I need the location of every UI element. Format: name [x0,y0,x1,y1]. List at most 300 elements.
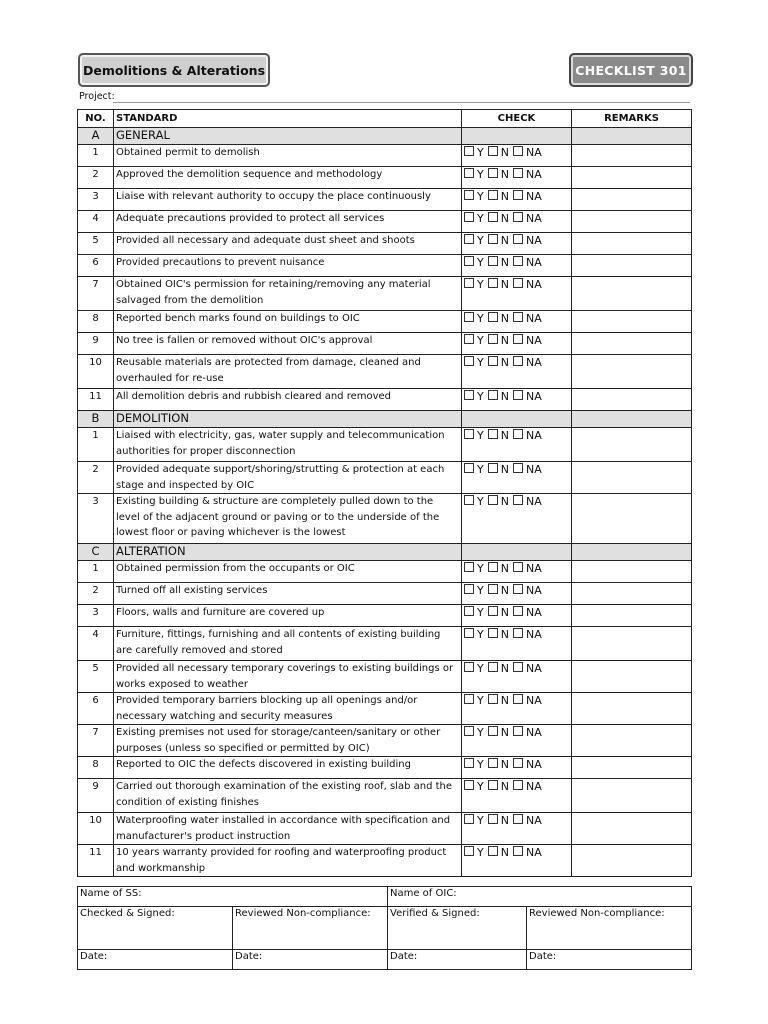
option-label-yes: Y [477,146,484,159]
checkbox-no[interactable] [488,356,498,366]
checklist-item-row [78,813,692,845]
checklist-item-row [78,389,692,411]
item-number: 2 [78,462,114,494]
option-label-no: N [500,390,509,403]
checkbox-na[interactable] [513,429,523,439]
option-label-na: NA [525,278,542,291]
checklist-item-row [78,494,692,544]
item-standard-text: Provided all necessary temporary coverings to existing buildings or works exposed to weather [114,661,462,693]
item-remarks-cell[interactable] [572,779,692,813]
item-number: 1 [78,561,114,583]
date-field-4[interactable] [527,950,692,970]
item-check-options [462,277,572,311]
checkbox-na[interactable] [513,606,523,616]
checkbox-no[interactable] [488,256,498,266]
item-remarks-cell[interactable] [572,255,692,277]
option-label-yes: Y [477,168,484,181]
option-label-no: N [500,726,509,739]
checkbox-yes[interactable] [464,312,474,322]
section-title: ALTERATION [114,544,462,561]
option-label-no: N [500,312,509,325]
checklist-item-row [78,145,692,167]
checked-signed-field[interactable] [78,907,233,950]
item-remarks-cell[interactable] [572,211,692,233]
item-remarks-cell[interactable] [572,311,692,333]
item-standard-text: Carried out thorough examination of the existing roof, slab and the condition of existing finishes [114,779,462,813]
option-label-na: NA [525,814,542,827]
option-label-na: NA [525,356,542,369]
option-label-yes: Y [477,278,484,291]
reviewed-noncompliance-field-2[interactable] [527,907,692,950]
item-check-options [462,189,572,211]
checklist-table [77,109,692,877]
checkbox-yes[interactable] [464,390,474,400]
item-check-options [462,145,572,167]
option-label-no: N [500,278,509,291]
item-remarks-cell[interactable] [572,333,692,355]
checkbox-yes[interactable] [464,146,474,156]
section-header-row [78,544,692,561]
option-label-yes: Y [477,606,484,619]
option-label-no: N [500,146,509,159]
checkbox-yes[interactable] [464,278,474,288]
checkbox-no[interactable] [488,562,498,572]
section-letter: C [78,544,114,561]
checkbox-na[interactable] [513,212,523,222]
verified-signed-field[interactable] [388,907,527,950]
item-remarks-cell[interactable] [572,845,692,877]
reviewed-noncompliance-label-2: Reviewed Non-compliance: [529,908,665,919]
option-label-no: N [500,662,509,675]
checklist-item-row [78,311,692,333]
option-label-no: N [500,234,509,247]
item-standard-text: Adequate precautions provided to protect all services [114,211,462,233]
option-label-na: NA [525,146,542,159]
item-standard-text: Turned off all existing services [114,583,462,605]
checkbox-yes[interactable] [464,212,474,222]
checkbox-yes[interactable] [464,662,474,672]
checkbox-yes[interactable] [464,463,474,473]
checkbox-no[interactable] [488,846,498,856]
option-label-na: NA [525,628,542,641]
item-standard-text: Obtained OIC's permission for retaining/removing any material salvaged from the demolition [114,277,462,311]
checkbox-yes[interactable] [464,356,474,366]
option-label-no: N [500,495,509,508]
item-standard-text: Reusable materials are protected from damage, cleaned and overhauled for re-use [114,355,462,389]
checkbox-na[interactable] [513,814,523,824]
checkbox-na[interactable] [513,562,523,572]
item-check-options [462,333,572,355]
item-standard-text: Approved the demolition sequence and methodology [114,167,462,189]
item-standard-text: Provided adequate support/shoring/strutting & protection at each stage and inspected by OIC [114,462,462,494]
option-label-na: NA [525,606,542,619]
checkbox-na[interactable] [513,726,523,736]
checkbox-yes[interactable] [464,606,474,616]
item-remarks-cell[interactable] [572,233,692,255]
checklist-item-row [78,233,692,255]
checkbox-no[interactable] [488,662,498,672]
item-number: 10 [78,813,114,845]
checkbox-no[interactable] [488,212,498,222]
checkbox-na[interactable] [513,256,523,266]
checkbox-na[interactable] [513,356,523,366]
checkbox-no[interactable] [488,758,498,768]
item-standard-text: All demolition debris and rubbish cleared and removed [114,389,462,411]
item-number: 5 [78,661,114,693]
item-remarks-cell[interactable] [572,389,692,411]
option-label-no: N [500,780,509,793]
option-label-no: N [500,463,509,476]
checkbox-na[interactable] [513,334,523,344]
item-standard-text: Provided precautions to prevent nuisance [114,255,462,277]
option-label-yes: Y [477,758,484,771]
option-label-no: N [500,212,509,225]
checkbox-na[interactable] [513,495,523,505]
option-label-no: N [500,356,509,369]
option-label-yes: Y [477,356,484,369]
reviewed-noncompliance-label-1: Reviewed Non-compliance: [235,908,371,919]
option-label-yes: Y [477,463,484,476]
item-remarks-cell[interactable] [572,583,692,605]
checkbox-na[interactable] [513,278,523,288]
item-number: 11 [78,845,114,877]
option-label-no: N [500,628,509,641]
option-label-na: NA [525,463,542,476]
checkbox-no[interactable] [488,390,498,400]
date-label-3: Date: [390,951,418,962]
option-label-na: NA [525,256,542,269]
checkbox-yes[interactable] [464,562,474,572]
option-label-no: N [500,606,509,619]
checkbox-no[interactable] [488,463,498,473]
checkbox-na[interactable] [513,190,523,200]
name-of-oic-label: Name of OIC: [390,888,457,899]
item-number: 2 [78,583,114,605]
column-header-check: CHECK [462,110,572,128]
item-standard-text: Provided all necessary and adequate dust sheet and shoots [114,233,462,255]
option-label-na: NA [525,234,542,247]
checkbox-na[interactable] [513,694,523,704]
checkbox-yes[interactable] [464,814,474,824]
item-standard-text: Reported to OIC the defects discovered in existing building [114,757,462,779]
item-number: 7 [78,277,114,311]
option-label-na: NA [525,429,542,442]
option-label-yes: Y [477,814,484,827]
option-label-na: NA [525,390,542,403]
checkbox-yes[interactable] [464,628,474,638]
item-check-options [462,779,572,813]
checkbox-na[interactable] [513,463,523,473]
checkbox-yes[interactable] [464,256,474,266]
item-number: 10 [78,355,114,389]
item-number: 8 [78,311,114,333]
item-number: 5 [78,233,114,255]
option-label-na: NA [525,758,542,771]
item-check-options [462,462,572,494]
checkbox-no[interactable] [488,429,498,439]
option-label-na: NA [525,662,542,675]
item-standard-text: Reported bench marks found on buildings to OIC [114,311,462,333]
item-standard-text: Obtained permit to demolish [114,145,462,167]
option-label-yes: Y [477,495,484,508]
section-header-row [78,411,692,428]
item-number: 7 [78,725,114,757]
item-remarks-cell[interactable] [572,494,692,544]
item-standard-text: Existing building & structure are completely pulled down to the level of the adjacent ground or paving or to the underside of the lowest floor or paving whichever is the lowest [114,494,462,544]
checkbox-yes[interactable] [464,694,474,704]
item-remarks-cell[interactable] [572,167,692,189]
checkbox-yes[interactable] [464,780,474,790]
checkbox-yes[interactable] [464,334,474,344]
item-remarks-cell[interactable] [572,462,692,494]
section-check-cell [462,128,572,145]
checklist-item-row [78,428,692,462]
checkbox-na[interactable] [513,146,523,156]
checkbox-no[interactable] [488,495,498,505]
item-check-options [462,661,572,693]
checkbox-na[interactable] [513,390,523,400]
option-label-na: NA [525,312,542,325]
option-label-yes: Y [477,429,484,442]
option-label-yes: Y [477,334,484,347]
item-check-options [462,605,572,627]
option-label-yes: Y [477,390,484,403]
option-label-no: N [500,758,509,771]
checkbox-yes[interactable] [464,846,474,856]
checkbox-no[interactable] [488,726,498,736]
checkbox-yes[interactable] [464,234,474,244]
checklist-item-row [78,277,692,311]
item-check-options [462,428,572,462]
checkbox-no[interactable] [488,168,498,178]
checkbox-no[interactable] [488,606,498,616]
column-header-no: NO. [78,110,114,128]
item-standard-text: Waterproofing water installed in accordance with specification and manufacturer's product instruction [114,813,462,845]
option-label-yes: Y [477,584,484,597]
item-check-options [462,725,572,757]
item-remarks-cell[interactable] [572,627,692,661]
item-check-options [462,583,572,605]
item-remarks-cell[interactable] [572,561,692,583]
checkbox-no[interactable] [488,312,498,322]
checklist-item-row [78,583,692,605]
item-remarks-cell[interactable] [572,725,692,757]
checklist-item-row [78,333,692,355]
checklist-item-row [78,661,692,693]
checklist-item-row [78,845,692,877]
item-number: 9 [78,779,114,813]
option-label-yes: Y [477,234,484,247]
checkbox-yes[interactable] [464,726,474,736]
item-check-options [462,693,572,725]
checkbox-na[interactable] [513,312,523,322]
checkbox-yes[interactable] [464,168,474,178]
checkbox-no[interactable] [488,234,498,244]
checkbox-no[interactable] [488,190,498,200]
option-label-yes: Y [477,212,484,225]
item-number: 9 [78,333,114,355]
column-header-remarks: REMARKS [572,110,692,128]
name-of-ss-field[interactable] [78,887,388,907]
reviewed-noncompliance-field-1[interactable] [233,907,388,950]
checklist-item-row [78,211,692,233]
section-check-cell [462,411,572,428]
table-header-row [78,110,692,128]
checkbox-na[interactable] [513,584,523,594]
item-check-options [462,389,572,411]
section-letter: A [78,128,114,145]
name-of-ss-label: Name of SS: [80,888,142,899]
item-number: 4 [78,627,114,661]
checklist-item-row [78,189,692,211]
item-remarks-cell[interactable] [572,145,692,167]
option-label-yes: Y [477,312,484,325]
checkbox-na[interactable] [513,234,523,244]
option-label-no: N [500,334,509,347]
item-remarks-cell[interactable] [572,355,692,389]
checklist-item-row [78,779,692,813]
item-number: 11 [78,389,114,411]
option-label-yes: Y [477,190,484,203]
checklist-item-row [78,255,692,277]
option-label-yes: Y [477,562,484,575]
item-remarks-cell[interactable] [572,428,692,462]
option-label-na: NA [525,168,542,181]
item-remarks-cell[interactable] [572,693,692,725]
item-remarks-cell[interactable] [572,189,692,211]
checkbox-na[interactable] [513,168,523,178]
option-label-yes: Y [477,662,484,675]
checklist-item-row [78,693,692,725]
checkbox-no[interactable] [488,814,498,824]
section-remarks-cell [572,544,692,561]
date-field-2[interactable] [233,950,388,970]
item-number: 2 [78,167,114,189]
checkbox-yes[interactable] [464,584,474,594]
option-label-na: NA [525,495,542,508]
checkbox-yes[interactable] [464,758,474,768]
item-standard-text: Obtained permission from the occupants or OIC [114,561,462,583]
item-check-options [462,561,572,583]
option-label-na: NA [525,584,542,597]
item-number: 1 [78,428,114,462]
option-label-na: NA [525,190,542,203]
item-standard-text: No tree is fallen or removed without OIC's approval [114,333,462,355]
checkbox-yes[interactable] [464,190,474,200]
checkbox-no[interactable] [488,334,498,344]
date-field-3[interactable] [388,950,527,970]
option-label-na: NA [525,334,542,347]
item-remarks-cell[interactable] [572,277,692,311]
checklist-item-row [78,355,692,389]
item-check-options [462,255,572,277]
checkbox-na[interactable] [513,780,523,790]
item-standard-text: Furniture, fittings, furnishing and all contents of existing building are carefully removed and stored [114,627,462,661]
item-check-options [462,167,572,189]
name-of-oic-field[interactable] [388,887,692,907]
option-label-yes: Y [477,780,484,793]
option-label-na: NA [525,562,542,575]
checklist-item-row [78,561,692,583]
checkbox-no[interactable] [488,278,498,288]
checklist-item-row [78,725,692,757]
checkbox-na[interactable] [513,662,523,672]
item-remarks-cell[interactable] [572,757,692,779]
item-number: 6 [78,693,114,725]
item-number: 1 [78,145,114,167]
section-remarks-cell [572,411,692,428]
option-label-yes: Y [477,628,484,641]
option-label-yes: Y [477,694,484,707]
item-number: 6 [78,255,114,277]
date-label-4: Date: [529,951,557,962]
item-number: 3 [78,189,114,211]
checkbox-na[interactable] [513,628,523,638]
form-title: Demolitions & Alterations [78,53,270,87]
option-label-no: N [500,168,509,181]
checkbox-yes[interactable] [464,429,474,439]
option-label-no: N [500,584,509,597]
item-standard-text: Floors, walls and furniture are covered up [114,605,462,627]
option-label-na: NA [525,694,542,707]
checklist-item-row [78,462,692,494]
project-label: Project: [79,91,115,102]
option-label-no: N [500,429,509,442]
checkbox-no[interactable] [488,584,498,594]
project-input-line[interactable] [113,102,690,103]
option-label-no: N [500,256,509,269]
item-remarks-cell[interactable] [572,813,692,845]
option-label-no: N [500,694,509,707]
checkbox-no[interactable] [488,780,498,790]
option-label-na: NA [525,846,542,859]
checkbox-no[interactable] [488,694,498,704]
checkbox-na[interactable] [513,758,523,768]
item-remarks-cell[interactable] [572,661,692,693]
section-title: GENERAL [114,128,462,145]
signoff-table [77,886,692,970]
option-label-yes: Y [477,846,484,859]
checklist-item-row [78,627,692,661]
option-label-na: NA [525,726,542,739]
item-check-options [462,627,572,661]
item-check-options [462,233,572,255]
option-label-na: NA [525,212,542,225]
checkbox-yes[interactable] [464,495,474,505]
item-remarks-cell[interactable] [572,605,692,627]
column-header-standard: STANDARD [114,110,462,128]
option-label-no: N [500,190,509,203]
date-label-1: Date: [80,951,108,962]
section-header-row [78,128,692,145]
item-number: 4 [78,211,114,233]
item-standard-text: Liaised with electricity, gas, water supply and telecommunication authorities for proper disconnection [114,428,462,462]
item-standard-text: Liaise with relevant authority to occupy the place continuously [114,189,462,211]
checkbox-no[interactable] [488,146,498,156]
item-number: 8 [78,757,114,779]
date-label-2: Date: [235,951,263,962]
item-standard-text: Provided temporary barriers blocking up all openings and/or necessary watching and security measures [114,693,462,725]
item-check-options [462,494,572,544]
item-check-options [462,355,572,389]
section-letter: B [78,411,114,428]
item-number: 3 [78,605,114,627]
date-field-1[interactable] [78,950,233,970]
item-check-options [462,757,572,779]
checkbox-no[interactable] [488,628,498,638]
item-check-options [462,211,572,233]
checkbox-na[interactable] [513,846,523,856]
